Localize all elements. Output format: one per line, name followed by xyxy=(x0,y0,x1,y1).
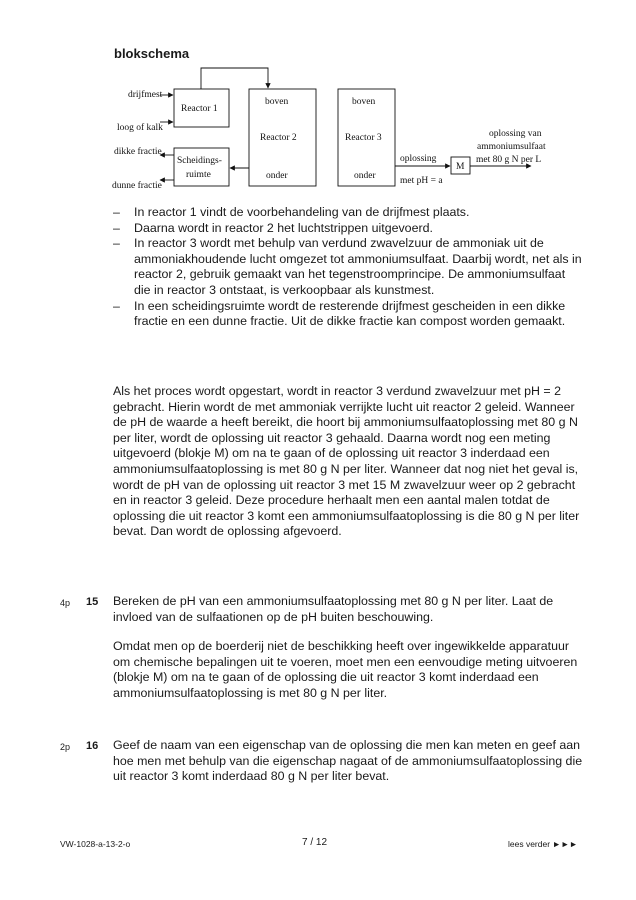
reactor2-label: Reactor 2 xyxy=(260,133,297,143)
q16-number: 16 xyxy=(86,740,99,752)
footer-code: VW-1028-a-13-2-o xyxy=(60,839,131,849)
bullet-item: – In reactor 1 vindt de voorbehandeling van de drijfmest plaats. xyxy=(113,205,470,219)
reactor3-onder: onder xyxy=(354,171,376,181)
scheiding-label-2: ruimte xyxy=(186,170,211,180)
bullet-item: – In reactor 3 wordt met behulp van verdund zwavelzuur de ammoniak uit de ammoniakhoudende lucht omgezet tot ammoniumsulfaat. Daarbij wordt, net als in reactor 2, gebruik gemaakt van het tegenstroomprincipe. De ammoniumsulfaat die in reactor 3 ontstaat, is verkoopbaar als kunstmest. xyxy=(113,236,582,297)
q15-text: Bereken de pH van een ammoniumsulfaatoplossing met 80 g N per liter. Laat de invloed van de sulfaationen op de pH buiten beschouwing. xyxy=(113,594,554,624)
scheidingsruimte-box xyxy=(174,148,229,186)
q16-text: Geef de naam van een eigenschap van de oplossing die men kan meten en geef aan hoe men met behulp van die eigenschap nagaat of de ammoniumsulfaatoplossing die uit reactor 3 komt inderdaad 80 g N per liter bevat. xyxy=(113,738,583,784)
reactor2-boven: boven xyxy=(265,97,289,107)
scheiding-label-1: Scheidings- xyxy=(177,156,222,166)
intro-paragraph: Omdat men op de boerderij niet de beschikking heeft over ingewikkelde apparatuur om chemische bepalingen uit te voeren, moet men een eenvoudige meting uitvoeren (blokje M) om na te gaan of de oplossing die uit reactor 3 komt inderdaad een ammoniumsulfaatoplossing is met 80 g N per liter. xyxy=(113,639,578,700)
output-label-3: met 80 g N per L xyxy=(476,155,542,165)
reactor3-boven: boven xyxy=(352,97,376,107)
oplossing-label: oplossing xyxy=(400,154,437,164)
reactor3-label: Reactor 3 xyxy=(345,133,382,143)
ph-label: met pH = a xyxy=(400,176,443,186)
bullet-list xyxy=(113,205,583,330)
block-diagram xyxy=(0,0,636,200)
input-loog: loog of kalk xyxy=(117,123,163,133)
process-paragraph: Als het proces wordt opgestart, wordt in reactor 3 verdund zwavelzuur met pH = 2 gebracht. Hierin wordt de met ammoniak verrijkte lucht uit reactor 2 geleid. Wanneer de pH de waarde a heeft bereikt, die hoort bij ammoniumsulfaatoplossing met 80 g N per liter, wordt de oplossing uit reactor 3 gehaald. Daarna wordt nog een meting uitgevoerd (blokje M) om na te gaan of de oplossing uit reactor 3 inderdaad een ammoniumsulfaatoplossing is met 80 g N per liter. Wanneer dat nog niet het geval is, wordt de pH van de oplossing uit reactor 3 met 15 M zwavelzuur weer op 2 gebracht en in reactor 3 geleid. Deze procedure herhaalt men een aantal malen totdat de oplossing die uit reactor 3 komt een ammoniumsulfaatoplossing is die 80 g N per liter bevat. Dan wordt de oplossing afgevoerd. xyxy=(113,384,580,539)
output-label-2: ammoniumsulfaat xyxy=(477,142,546,152)
reactor2-onder: onder xyxy=(266,171,288,181)
section-heading: blokschema xyxy=(114,46,190,61)
output-dunne-fractie: dunne fractie xyxy=(112,181,162,191)
output-dikke-fractie: dikke fractie xyxy=(114,147,162,157)
input-drijfmest: drijfmest xyxy=(128,90,163,100)
reactor1-label: Reactor 1 xyxy=(181,104,218,114)
bullet-item: – Daarna wordt in reactor 2 het luchtstrippen uitgevoerd. xyxy=(113,220,433,235)
meter-m-label: M xyxy=(456,162,465,172)
output-label-1: oplossing van xyxy=(489,129,542,139)
q15-number: 15 xyxy=(86,596,99,608)
footer-page: 7 / 12 xyxy=(302,837,328,848)
bullet-item: – In een scheidingsruimte wordt de resterende drijfmest gescheiden in een dikke fractie en een dunne fractie. Uit de dikke fractie kan compost worden gemaakt. xyxy=(113,298,566,329)
footer-next: lees verder ►►► xyxy=(508,839,578,849)
q15-points: 4p xyxy=(60,598,71,608)
q16-points: 2p xyxy=(60,742,71,752)
